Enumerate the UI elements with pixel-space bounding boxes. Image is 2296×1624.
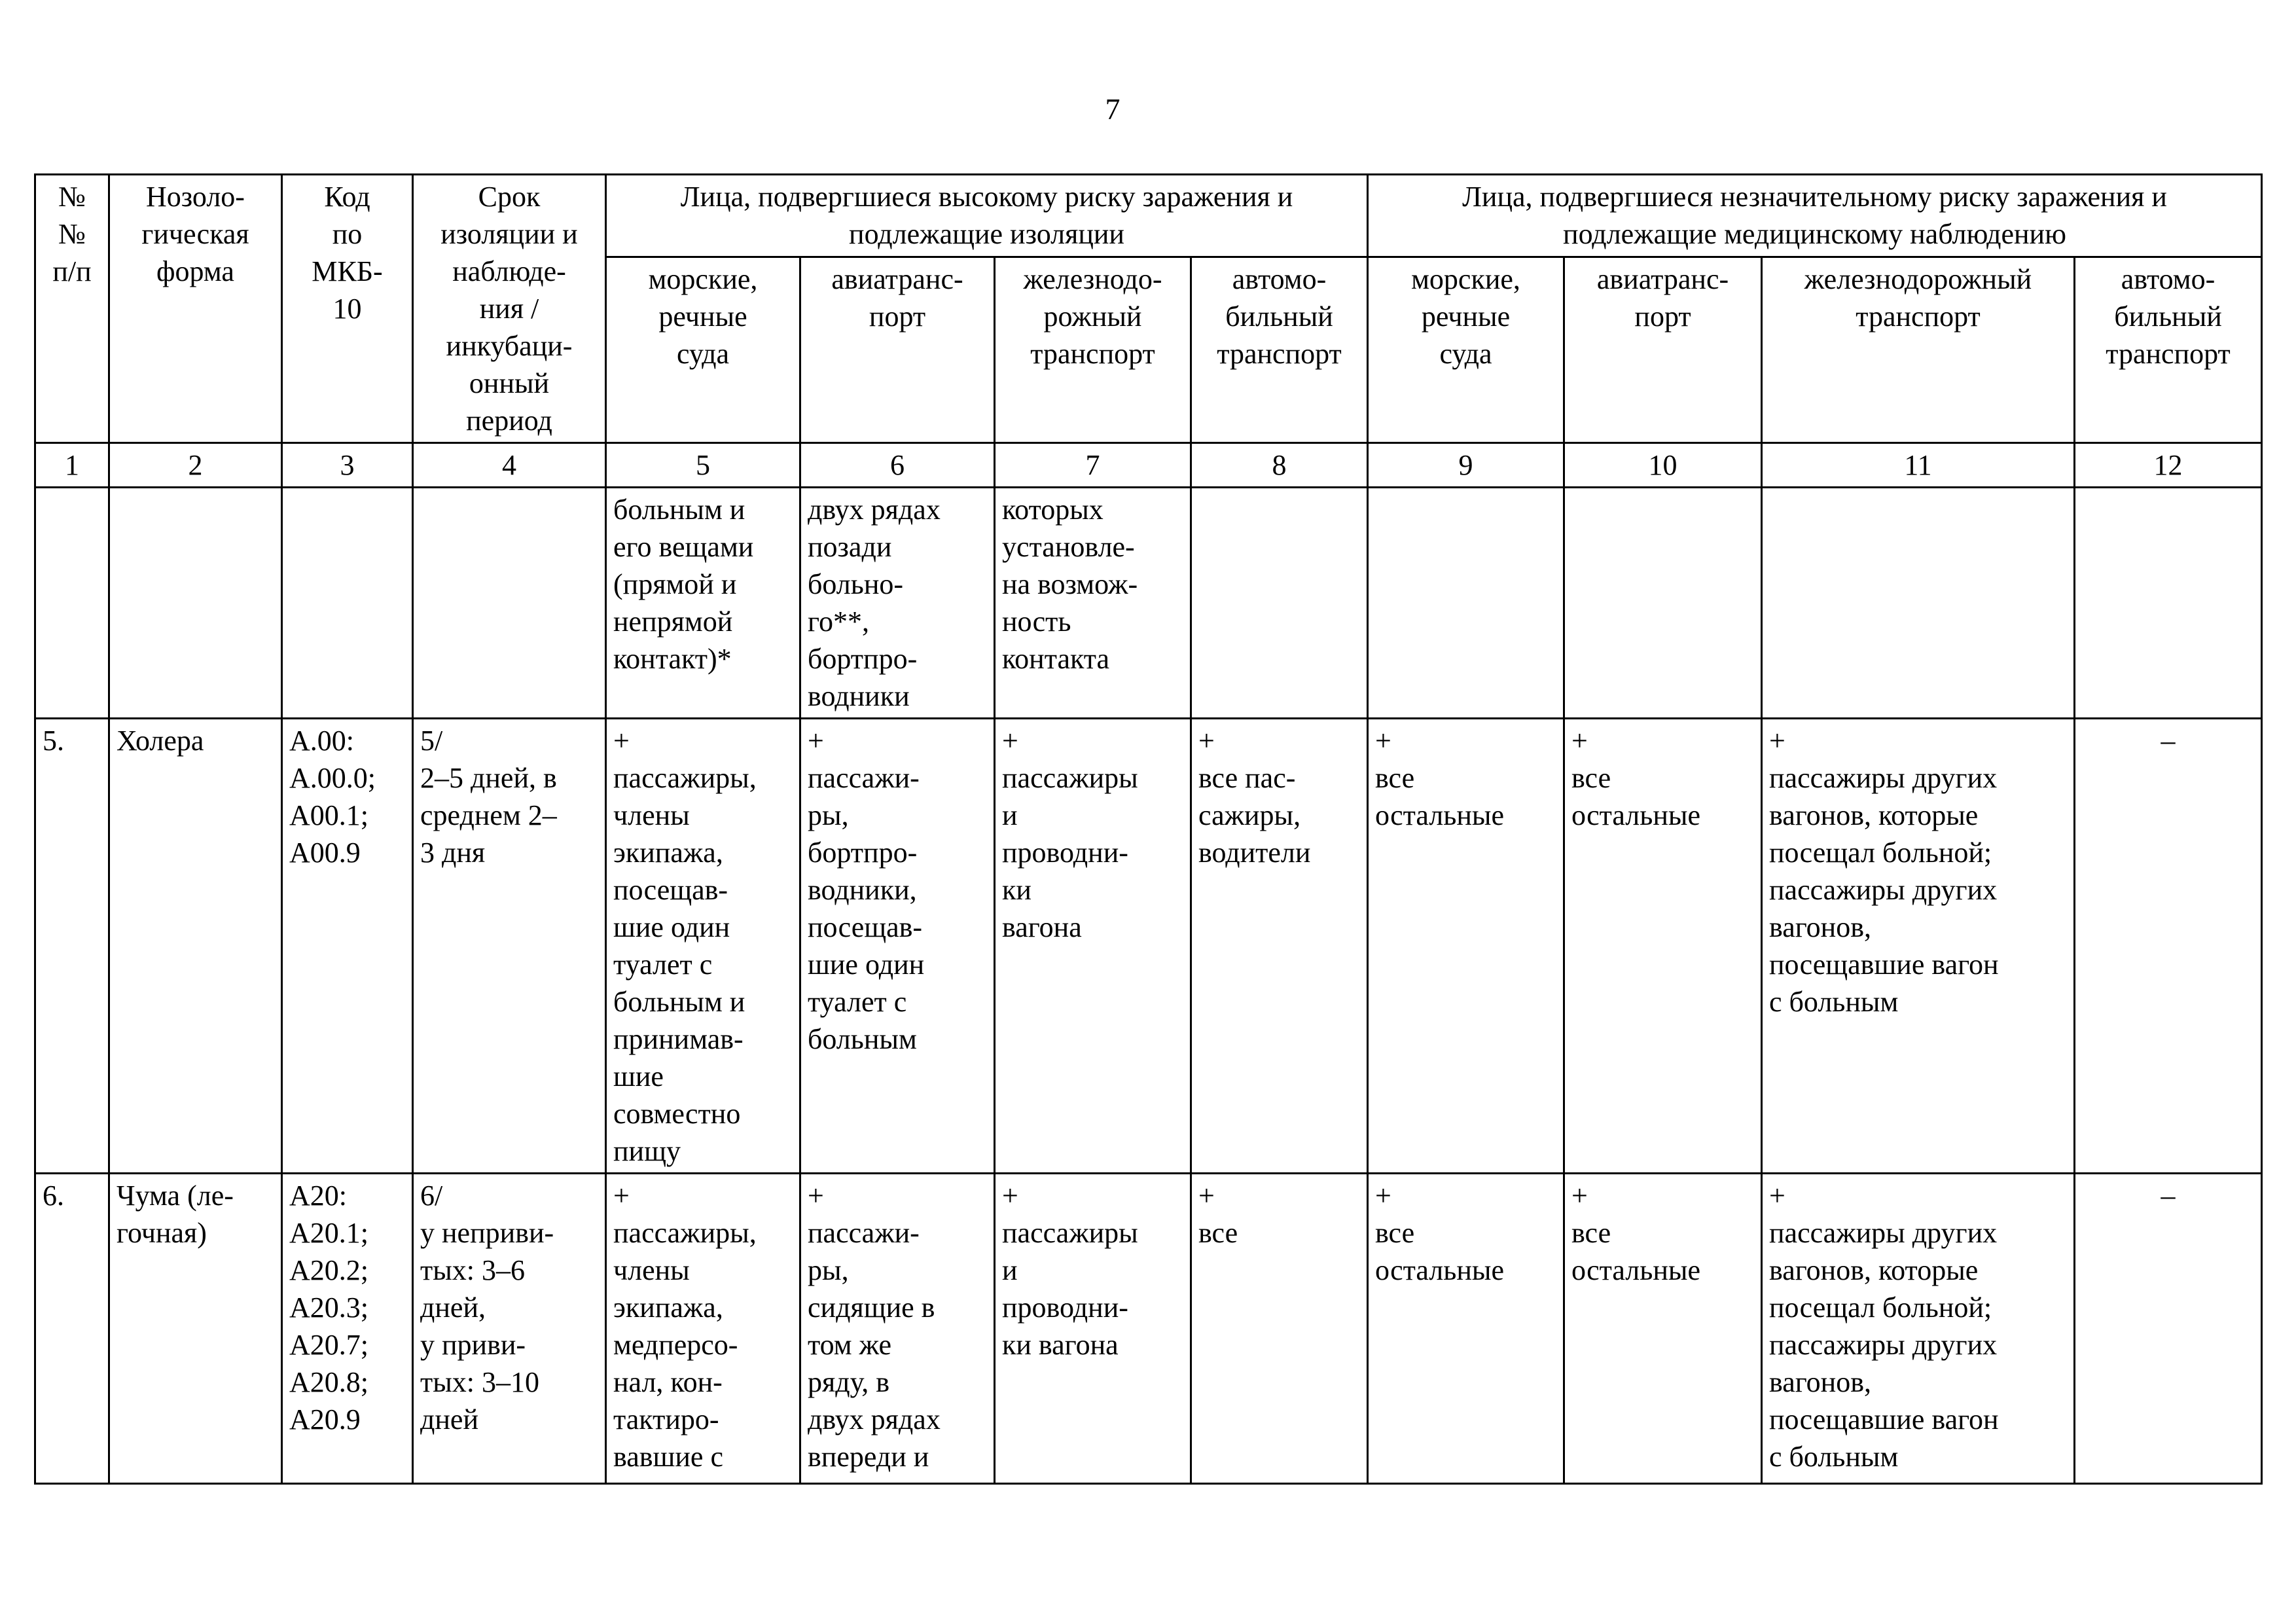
table-cell bbox=[35, 488, 109, 719]
cell-line: которых bbox=[1002, 494, 1103, 526]
cell-line: пассажиры других bbox=[1769, 762, 1998, 794]
cell-line: транспорт bbox=[1217, 337, 1342, 370]
cell-line: посещал больной; bbox=[1769, 837, 1992, 869]
header-low-sea-vessels bbox=[1368, 257, 1564, 442]
cell-line: проводни- bbox=[1002, 837, 1128, 869]
cell-line: Лица, подвергшиеся высокому риску заражения и bbox=[680, 181, 1293, 213]
table-cell bbox=[1762, 488, 2075, 719]
cell-line: совместно bbox=[613, 1098, 741, 1130]
table-cell bbox=[1191, 1174, 1368, 1484]
cell-line: вагонов, bbox=[1769, 1366, 1871, 1398]
table-cell bbox=[413, 719, 606, 1174]
table-cell bbox=[1564, 719, 1762, 1174]
table-cell bbox=[995, 719, 1191, 1174]
header-isolation-period bbox=[413, 175, 606, 443]
cell-line: все пас- bbox=[1198, 762, 1296, 794]
cell-line: подлежащие изоляции bbox=[849, 218, 1124, 250]
cell-line: А20.3; bbox=[289, 1291, 368, 1324]
cell-line: пищу bbox=[613, 1135, 681, 1167]
cell-line: с больным bbox=[1769, 986, 1899, 1018]
cell-line: дней, bbox=[420, 1291, 486, 1324]
cell-line: А20.2; bbox=[289, 1254, 368, 1286]
table-cell bbox=[1564, 1174, 1762, 1484]
cell-line: все bbox=[1375, 1217, 1415, 1249]
cell-line: + bbox=[1769, 1180, 1785, 1212]
table-cell bbox=[1191, 488, 1368, 719]
cell-line: суда bbox=[676, 337, 730, 370]
cell-line: тых: 3–6 bbox=[420, 1254, 526, 1286]
cell-line: Холера bbox=[117, 725, 204, 757]
table-cell bbox=[606, 488, 800, 719]
cell-line: авиатранс- bbox=[831, 262, 963, 295]
cell-line: период bbox=[466, 405, 552, 437]
cell-line: № bbox=[58, 181, 86, 213]
cell-line: все bbox=[1198, 1217, 1238, 1249]
cell-line: среднем 2– bbox=[420, 799, 557, 831]
cell-line: водники, bbox=[808, 874, 917, 906]
cell-line: А20.1; bbox=[289, 1217, 368, 1249]
table-cell bbox=[282, 1174, 413, 1484]
cell-line: МКБ- bbox=[312, 255, 383, 287]
cell-line: А20.7; bbox=[289, 1329, 368, 1361]
cell-line: Лица, подвергшиеся незначительному риску заражения и bbox=[1462, 181, 2167, 213]
table-cell bbox=[606, 1174, 800, 1484]
table-cell bbox=[995, 488, 1191, 719]
cell-line: тых: 3–10 bbox=[420, 1366, 540, 1398]
cell-line: вавшие с bbox=[613, 1441, 723, 1473]
cell-line: водители bbox=[1198, 837, 1311, 869]
cell-line: все bbox=[1571, 1217, 1611, 1249]
cell-line: Чума (ле- bbox=[117, 1180, 234, 1212]
cell-line: (прямой и bbox=[613, 568, 737, 600]
cell-line: инкубаци- bbox=[446, 330, 573, 362]
page-number: 7 bbox=[1105, 92, 1121, 126]
cell-line: Нозоло- bbox=[146, 181, 245, 213]
cell-line: 6/ bbox=[420, 1180, 443, 1212]
cell-line: подлежащие медицинскому наблюдению bbox=[1563, 218, 2066, 250]
cell-line: го**, bbox=[808, 605, 869, 638]
cell-line: 2–5 дней, в bbox=[420, 762, 557, 794]
cell-line: транспорт bbox=[1030, 337, 1155, 370]
table-cell bbox=[109, 1174, 282, 1484]
cell-line: остальные bbox=[1375, 799, 1504, 831]
cell-line: 5. bbox=[43, 725, 64, 757]
cell-line: А20.9 bbox=[289, 1403, 361, 1435]
cell-line: больным и bbox=[613, 494, 745, 526]
header-number bbox=[35, 175, 109, 443]
cell-line: ры, bbox=[808, 1254, 849, 1286]
cell-line: пассажиры bbox=[1002, 1217, 1138, 1249]
cell-line: + bbox=[808, 1180, 824, 1212]
cell-line: 6. bbox=[43, 1180, 64, 1212]
table-cell bbox=[35, 719, 109, 1174]
cell-line: сидящие в bbox=[808, 1291, 935, 1324]
table-cell bbox=[800, 488, 995, 719]
table-cell bbox=[109, 488, 282, 719]
column-number: 11 bbox=[1762, 443, 2075, 488]
cell-line: вагона bbox=[1002, 911, 1082, 943]
header-icd-code bbox=[282, 175, 413, 443]
cell-line: бильный bbox=[1225, 300, 1333, 333]
column-number: 2 bbox=[109, 443, 282, 488]
cell-line: + bbox=[613, 1180, 630, 1212]
cell-line: сажиры, bbox=[1198, 799, 1301, 831]
cell-line: п/п bbox=[52, 255, 92, 287]
cell-line: посещав- bbox=[808, 911, 923, 943]
cell-line: вагонов, которые bbox=[1769, 1254, 1979, 1286]
table-cell bbox=[1762, 1174, 2075, 1484]
cell-line: шие один bbox=[808, 948, 925, 981]
cell-line: + bbox=[808, 725, 824, 757]
cell-line: порт bbox=[1634, 300, 1691, 333]
cell-line: рожный bbox=[1043, 300, 1142, 333]
cell-line: А.00.0; bbox=[289, 762, 376, 794]
isolation-table bbox=[34, 173, 2263, 1485]
cell-line: проводни- bbox=[1002, 1291, 1128, 1324]
cell-line: ность bbox=[1002, 605, 1071, 638]
cell-line: пассажиры других bbox=[1769, 1329, 1998, 1361]
column-number: 4 bbox=[413, 443, 606, 488]
table-cell bbox=[109, 719, 282, 1174]
table-cell bbox=[1191, 719, 1368, 1174]
cell-line: посещал больной; bbox=[1769, 1291, 1992, 1324]
cell-line: А.00: bbox=[289, 725, 354, 757]
cell-line: онный bbox=[469, 367, 550, 399]
header-row-1 bbox=[35, 175, 2262, 257]
table-cell bbox=[800, 1174, 995, 1484]
cell-line: больно- bbox=[808, 568, 904, 600]
cell-line: А20: bbox=[289, 1180, 347, 1212]
cell-line: у неприви- bbox=[420, 1217, 554, 1249]
cell-line: морские, bbox=[1411, 262, 1520, 295]
cell-line: пассажиры bbox=[1002, 762, 1138, 794]
cell-line: форма bbox=[156, 255, 234, 287]
table-cell bbox=[413, 1174, 606, 1484]
cell-line: водники bbox=[808, 680, 910, 712]
cell-line: суда bbox=[1439, 337, 1492, 370]
cell-line: ры, bbox=[808, 799, 849, 831]
cell-line: позади bbox=[808, 531, 892, 563]
cell-line: посещавшие вагон bbox=[1769, 1403, 1999, 1435]
cell-line: туалет с bbox=[808, 986, 907, 1018]
table-row bbox=[35, 488, 2262, 719]
cell-line: изоляции и bbox=[440, 218, 578, 250]
cell-line: контакта bbox=[1002, 643, 1110, 675]
column-number: 7 bbox=[995, 443, 1191, 488]
cell-line: порт bbox=[869, 300, 926, 333]
table-cell bbox=[1368, 488, 1564, 719]
cell-line: и bbox=[1002, 1254, 1018, 1286]
cell-line: пассажиры других bbox=[1769, 874, 1998, 906]
table-cell bbox=[995, 1174, 1191, 1484]
header-high-sea-vessels bbox=[606, 257, 800, 442]
cell-line: члены bbox=[613, 799, 690, 831]
cell-line: бортпро- bbox=[808, 837, 918, 869]
column-number: 9 bbox=[1368, 443, 1564, 488]
cell-line: тактиро- bbox=[613, 1403, 719, 1435]
table-cell bbox=[2075, 488, 2262, 719]
cell-line: и bbox=[1002, 799, 1018, 831]
table-row bbox=[35, 719, 2262, 1174]
cell-line: – bbox=[2161, 1180, 2176, 1212]
column-number: 12 bbox=[2075, 443, 2262, 488]
cell-line: + bbox=[1375, 1180, 1391, 1212]
header-low-risk-group bbox=[1368, 175, 2262, 257]
cell-line: гочная) bbox=[117, 1217, 207, 1249]
cell-line: пассажи- bbox=[808, 1217, 920, 1249]
cell-line: + bbox=[1198, 725, 1215, 757]
header-high-risk-group bbox=[606, 175, 1368, 257]
column-number: 3 bbox=[282, 443, 413, 488]
cell-line: + bbox=[1571, 1180, 1588, 1212]
cell-line: гическая bbox=[141, 218, 249, 250]
table-cell bbox=[1368, 719, 1564, 1174]
cell-line: пассажиры, bbox=[613, 762, 757, 794]
header-high-air-transport bbox=[800, 257, 995, 442]
cell-line: – bbox=[2161, 725, 2176, 757]
column-number: 10 bbox=[1564, 443, 1762, 488]
table-cell bbox=[2075, 1174, 2262, 1484]
cell-line: пассажиры других bbox=[1769, 1217, 1998, 1249]
cell-line: дней bbox=[420, 1403, 479, 1435]
table-cell bbox=[606, 719, 800, 1174]
cell-line: пассажи- bbox=[808, 762, 920, 794]
cell-line: на возмож- bbox=[1002, 568, 1138, 600]
column-numbers-row bbox=[35, 443, 2262, 488]
cell-line: принимав- bbox=[613, 1023, 744, 1055]
cell-line: том же bbox=[808, 1329, 892, 1361]
header-high-road-transport bbox=[1191, 257, 1368, 442]
header-low-rail-transport bbox=[1762, 257, 2075, 442]
header-nosological-form bbox=[109, 175, 282, 443]
cell-line: ряду, в bbox=[808, 1366, 889, 1398]
table-cell bbox=[2075, 719, 2262, 1174]
cell-line: с больным bbox=[1769, 1441, 1899, 1473]
table-cell bbox=[800, 719, 995, 1174]
cell-line: пассажиры, bbox=[613, 1217, 757, 1249]
header-low-air-transport bbox=[1564, 257, 1762, 442]
cell-line: непрямой bbox=[613, 605, 733, 638]
cell-line: + bbox=[1769, 725, 1785, 757]
cell-line: бортпро- bbox=[808, 643, 918, 675]
column-number: 5 bbox=[606, 443, 800, 488]
cell-line: туалет с bbox=[613, 948, 713, 981]
cell-line: речные bbox=[658, 300, 747, 333]
cell-line: А00.1; bbox=[289, 799, 368, 831]
cell-line: шие bbox=[613, 1060, 664, 1092]
cell-line: впереди и bbox=[808, 1441, 929, 1473]
cell-line: А00.9 bbox=[289, 837, 361, 869]
cell-line: двух рядах bbox=[808, 1403, 941, 1435]
cell-line: остальные bbox=[1375, 1254, 1504, 1286]
cell-line: ния / bbox=[479, 293, 539, 325]
cell-line: ки bbox=[1002, 874, 1031, 906]
cell-line: железнодорожный bbox=[1804, 262, 2032, 295]
cell-line: транспорт bbox=[1856, 300, 1981, 333]
cell-line: + bbox=[613, 725, 630, 757]
cell-line: по bbox=[332, 218, 363, 250]
cell-line: Код bbox=[324, 181, 370, 213]
cell-line: 3 дня bbox=[420, 837, 486, 869]
cell-line: морские, bbox=[648, 262, 758, 295]
cell-line: контакт)* bbox=[613, 643, 732, 675]
cell-line: больным bbox=[808, 1023, 917, 1055]
cell-line: вагонов, которые bbox=[1769, 799, 1979, 831]
cell-line: члены bbox=[613, 1254, 690, 1286]
cell-line: экипажа, bbox=[613, 1291, 723, 1324]
cell-line: А20.8; bbox=[289, 1366, 368, 1398]
cell-line: железнодо- bbox=[1023, 262, 1162, 295]
column-number: 6 bbox=[800, 443, 995, 488]
header-low-road-transport bbox=[2075, 257, 2262, 442]
cell-line: у приви- bbox=[420, 1329, 526, 1361]
table-cell bbox=[282, 719, 413, 1174]
cell-line: № bbox=[58, 218, 86, 250]
cell-line: + bbox=[1002, 1180, 1018, 1212]
cell-line: все bbox=[1571, 762, 1611, 794]
cell-line: автомо- bbox=[2121, 262, 2215, 295]
cell-line: установле- bbox=[1002, 531, 1135, 563]
table-cell bbox=[413, 488, 606, 719]
cell-line: вагонов, bbox=[1769, 911, 1871, 943]
cell-line: нал, кон- bbox=[613, 1366, 723, 1398]
cell-line: все bbox=[1375, 762, 1415, 794]
cell-line: + bbox=[1571, 725, 1588, 757]
cell-line: + bbox=[1198, 1180, 1215, 1212]
cell-line: + bbox=[1375, 725, 1391, 757]
table-cell bbox=[1564, 488, 1762, 719]
cell-line: транспорт bbox=[2106, 337, 2231, 370]
cell-line: посещавшие вагон bbox=[1769, 948, 1999, 981]
cell-line: + bbox=[1002, 725, 1018, 757]
cell-line: остальные bbox=[1571, 1254, 1700, 1286]
cell-line: экипажа, bbox=[613, 837, 723, 869]
table-cell bbox=[35, 1174, 109, 1484]
cell-line: остальные bbox=[1571, 799, 1700, 831]
cell-line: бильный bbox=[2114, 300, 2222, 333]
cell-line: авиатранс- bbox=[1596, 262, 1729, 295]
table-cell bbox=[1762, 719, 2075, 1174]
table-row bbox=[35, 1174, 2262, 1484]
cell-line: шие один bbox=[613, 911, 730, 943]
cell-line: речные bbox=[1421, 300, 1511, 333]
cell-line: 5/ bbox=[420, 725, 443, 757]
header-high-rail-transport bbox=[995, 257, 1191, 442]
cell-line: его вещами bbox=[613, 531, 754, 563]
column-number: 1 bbox=[35, 443, 109, 488]
cell-line: 10 bbox=[332, 293, 362, 325]
table-cell bbox=[1368, 1174, 1564, 1484]
cell-line: ки вагона bbox=[1002, 1329, 1119, 1361]
cell-line: наблюде- bbox=[452, 255, 566, 287]
cell-line: двух рядах bbox=[808, 494, 941, 526]
cell-line: посещав- bbox=[613, 874, 728, 906]
table-cell bbox=[282, 488, 413, 719]
cell-line: больным и bbox=[613, 986, 745, 1018]
cell-line: автомо- bbox=[1232, 262, 1327, 295]
cell-line: медперсо- bbox=[613, 1329, 738, 1361]
cell-line: Срок bbox=[478, 181, 541, 213]
column-number: 8 bbox=[1191, 443, 1368, 488]
